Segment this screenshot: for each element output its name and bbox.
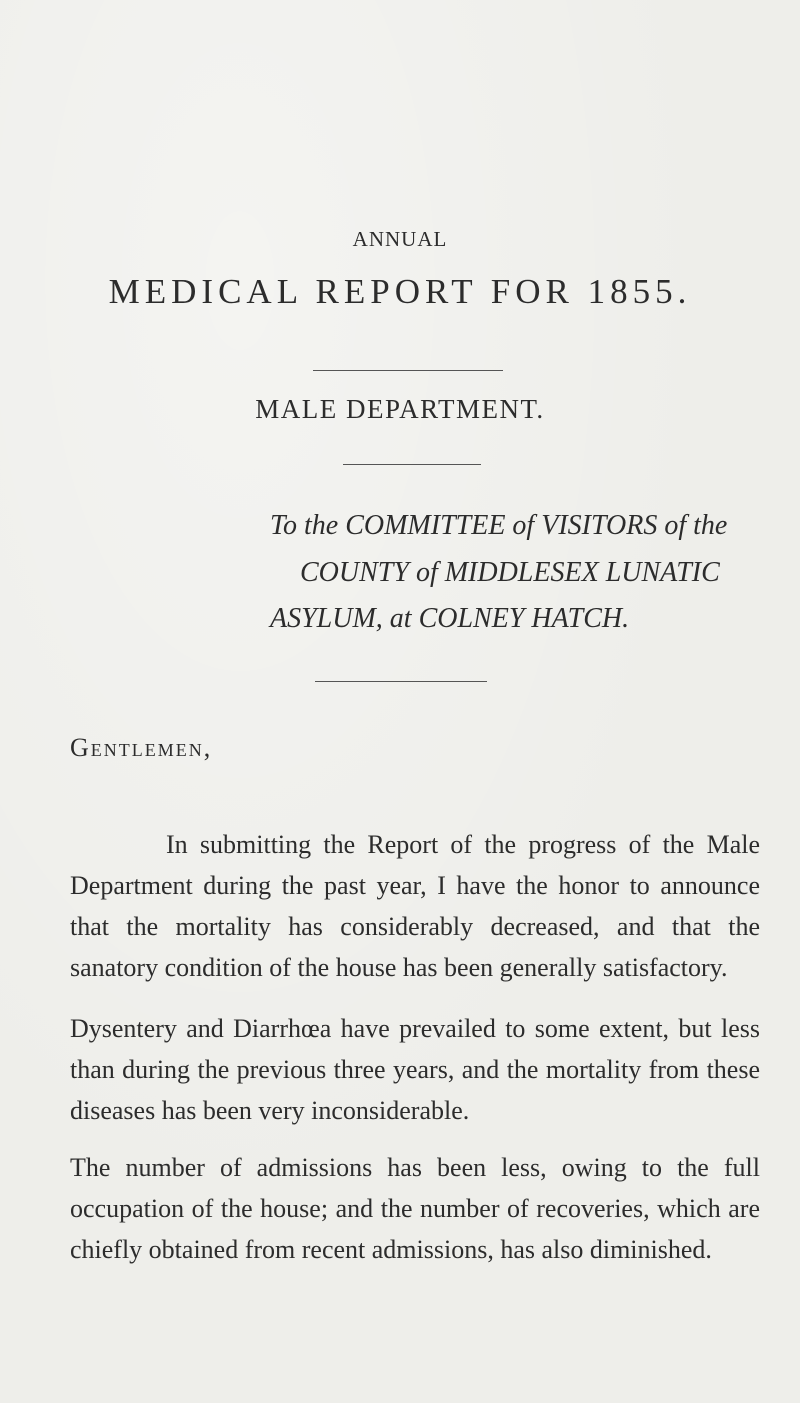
address-line-1: To the COMMITTEE of VISITORS of the: [270, 510, 728, 541]
salutation: Gentlemen,: [70, 733, 213, 762]
address-line-3: ASYLUM, at COLNEY HATCH.: [270, 603, 630, 634]
body-paragraph: The number of admissions has been less, owing to the full occupation of the house; and the number of recoveries, which are chiefly obtained from recent admissions, has also diminished.: [70, 1153, 760, 1264]
report-title: MEDICAL REPORT FOR 1855.: [108, 272, 692, 311]
department-heading: MALE DEPARTMENT.: [255, 394, 545, 424]
body-paragraph: Dysentery and Diarrhœa have prevailed to some extent, but less than during the previous three years, and the mortality from these diseases has been very inconsiderable.: [70, 1014, 760, 1125]
divider-rule: [315, 681, 487, 682]
header-annual: ANNUAL: [352, 227, 448, 251]
divider-rule: [313, 370, 503, 371]
address-line-2: COUNTY of MIDDLESEX LUNATIC: [300, 557, 720, 588]
body-paragraph: In submitting the Report of the progress of the Male Department during the past year, I have the honor to announce that the mortality has considerably decreased, and that the sanatory condition of the house has been generally satisfactory.: [70, 830, 760, 982]
divider-rule: [343, 464, 481, 465]
